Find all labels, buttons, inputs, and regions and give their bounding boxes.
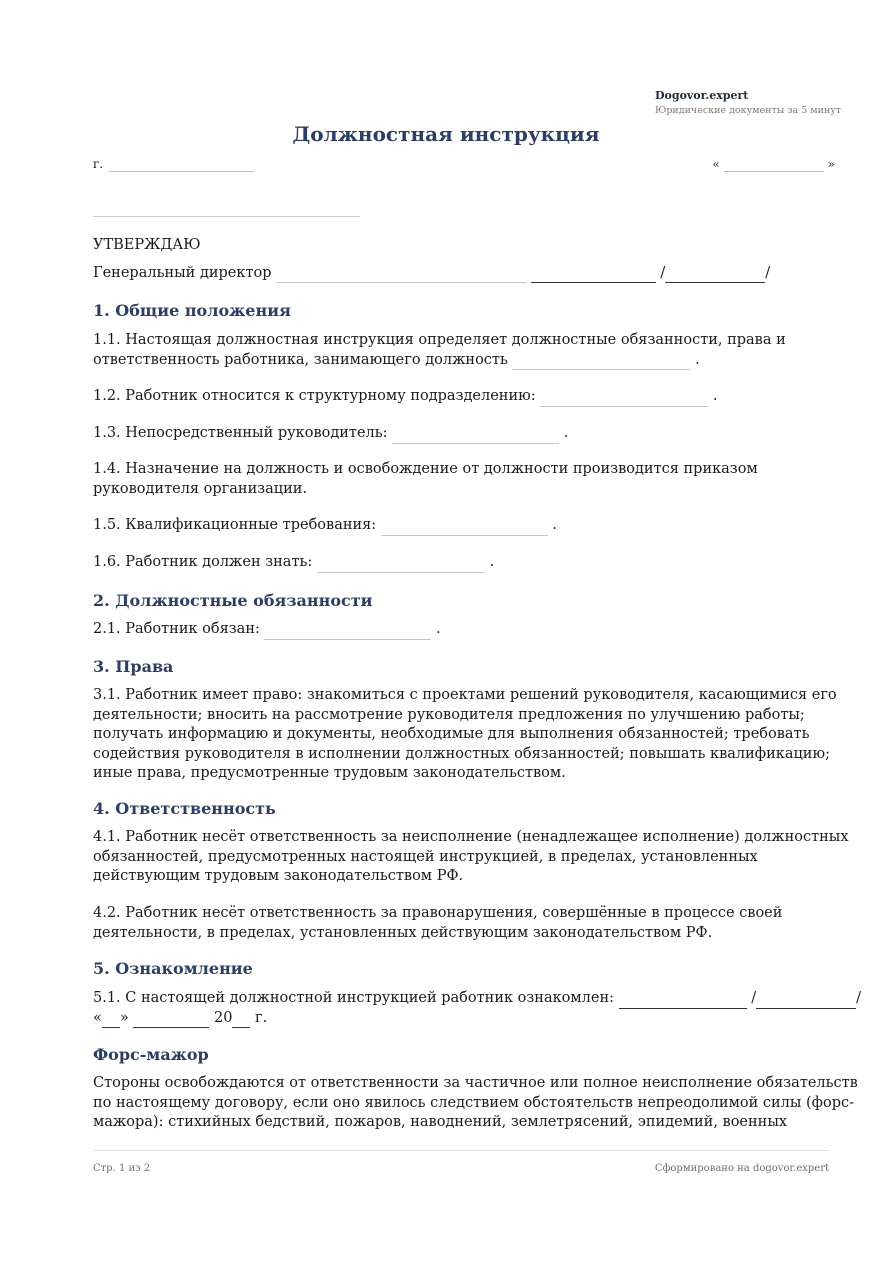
employee-initials-blank — [756, 993, 856, 1009]
section-2-heading: 2. Должностные обязанности — [93, 591, 373, 610]
section-5-p1 — [93, 989, 863, 1028]
p-text: 1.2. Работник относится к структурному подразделению: — [93, 388, 536, 404]
section-3-heading: 3. Права — [93, 657, 174, 676]
period: . — [489, 554, 495, 570]
section-1-p5 — [93, 516, 863, 536]
p-text: 5.1. С настоящей должностной инструкцией работник ознакомлен: — [93, 990, 615, 1006]
date-row — [93, 156, 835, 174]
slash-end: / — [765, 264, 771, 281]
period: . — [695, 351, 700, 368]
manager-blank — [392, 428, 559, 444]
p-text: 2.1. Работник обязан: — [93, 621, 260, 637]
director-line — [93, 264, 863, 284]
department-blank — [540, 391, 708, 407]
p-text: 1.5. Квалификационные требования: — [93, 517, 377, 533]
section-5-heading: 5. Ознакомление — [93, 959, 253, 978]
section-1-p6 — [93, 553, 863, 573]
day-blank — [102, 1012, 120, 1028]
year-suffix: г. — [255, 1009, 268, 1026]
year-blank — [232, 1012, 250, 1028]
month-blank — [133, 1012, 209, 1028]
date-blank — [724, 157, 824, 172]
approval-block — [93, 236, 863, 283]
year-prefix: 20 — [213, 1009, 233, 1026]
director-label: Генеральный директор — [93, 264, 272, 281]
knowledge-blank — [317, 557, 485, 573]
director-signature-blank — [531, 267, 656, 283]
section-4-p2 — [93, 904, 863, 943]
section-1-p2 — [93, 387, 863, 407]
period: . — [436, 621, 441, 637]
p-text: 1.1. Настоящая должностная инструкция определяет должностные обязанности, права и ответственность работника, занимающего должность — [93, 332, 786, 368]
p-text: 4.2. Работник несёт ответственность за правонарушения, совершённые в процессе своей деятельности, в пределах, установленных действующим законодательством РФ. — [93, 905, 783, 941]
director-name-blank — [276, 267, 526, 283]
slash-end: / — [856, 990, 862, 1006]
brand-tagline: Юридические документы за 5 минут — [655, 105, 842, 116]
footer-divider — [93, 1150, 829, 1151]
p-text: Стороны освобождаются от ответственности за частичное или полное неисполнение обязательств по настоящему договору, если оно явилось следствием обстоятельств непреодолимой силы (форс-мажора): стихийных бедствий, пожаров, наводнений, землетрясений, эпидемий, военных — [93, 1075, 858, 1130]
period: . — [563, 425, 569, 441]
section-4-heading: 4. Ответственность — [93, 799, 276, 818]
city-prefix: г. — [93, 157, 104, 171]
date-field — [712, 156, 835, 172]
city-blank — [109, 157, 254, 172]
document-title: Должностная инструкция — [292, 122, 600, 146]
p-text: 4.1. Работник несёт ответственность за неисполнение (ненадлежащее исполнение) должностных обязанностей, предусмотренных настоящей инструкцией, в пределах, установленных действующим трудовым законодательством РФ. — [93, 829, 849, 884]
section-4-p1 — [93, 828, 863, 887]
date-open: « — [93, 1009, 102, 1026]
date-quote-open: « — [712, 157, 720, 171]
footer-generated: Сформировано на dogovor.expert — [654, 1163, 829, 1174]
p-text: 1.3. Непосредственный руководитель: — [93, 425, 388, 441]
period: . — [712, 388, 718, 404]
director-initials-blank — [665, 267, 765, 283]
section-1-p3 — [93, 424, 863, 444]
brand-name: Dogovor.expert — [655, 89, 749, 102]
approve-label: УТВЕРЖДАЮ — [93, 237, 201, 253]
force-majeure-heading: Форс-мажор — [93, 1045, 209, 1064]
city-field — [93, 156, 254, 172]
p-text: 1.6. Работник должен знать: — [93, 554, 313, 570]
qualification-blank — [381, 520, 548, 536]
p-text: 1.4. Назначение на должность и освобождение от должности производится приказом руководителя организации. — [93, 461, 758, 497]
position-blank — [512, 354, 690, 370]
period: . — [552, 517, 558, 533]
section-1-heading: 1. Общие положения — [93, 301, 291, 320]
section-1-p1 — [93, 331, 863, 370]
slash: / — [751, 990, 757, 1006]
p-text: 3.1. Работник имеет право: знакомиться с проектами решений руководителя, касающимися его деятельности; вносить на рассмотрение руководителя предложения по улучшению работы; получать информацию и документы, необходимые для выполнения обязанностей; требовать содействия руководителя в исполнении должностных обязанностей; повышать квалификацию; иные права, предусмотренные трудовым законодательством. — [93, 687, 837, 781]
section-1-p4 — [93, 460, 863, 499]
date-quote-close: » — [827, 157, 835, 171]
brand-block — [655, 89, 841, 118]
duties-blank — [264, 624, 431, 640]
page-number: Стр. 1 из 2 — [93, 1163, 151, 1174]
force-majeure-p1 — [93, 1074, 863, 1133]
section-3-p1 — [93, 686, 863, 784]
employee-signature-blank — [619, 993, 747, 1009]
slash: / — [660, 264, 666, 281]
organization-blank-line — [93, 216, 360, 217]
section-2-p1 — [93, 620, 863, 640]
date-close: » — [119, 1009, 129, 1026]
